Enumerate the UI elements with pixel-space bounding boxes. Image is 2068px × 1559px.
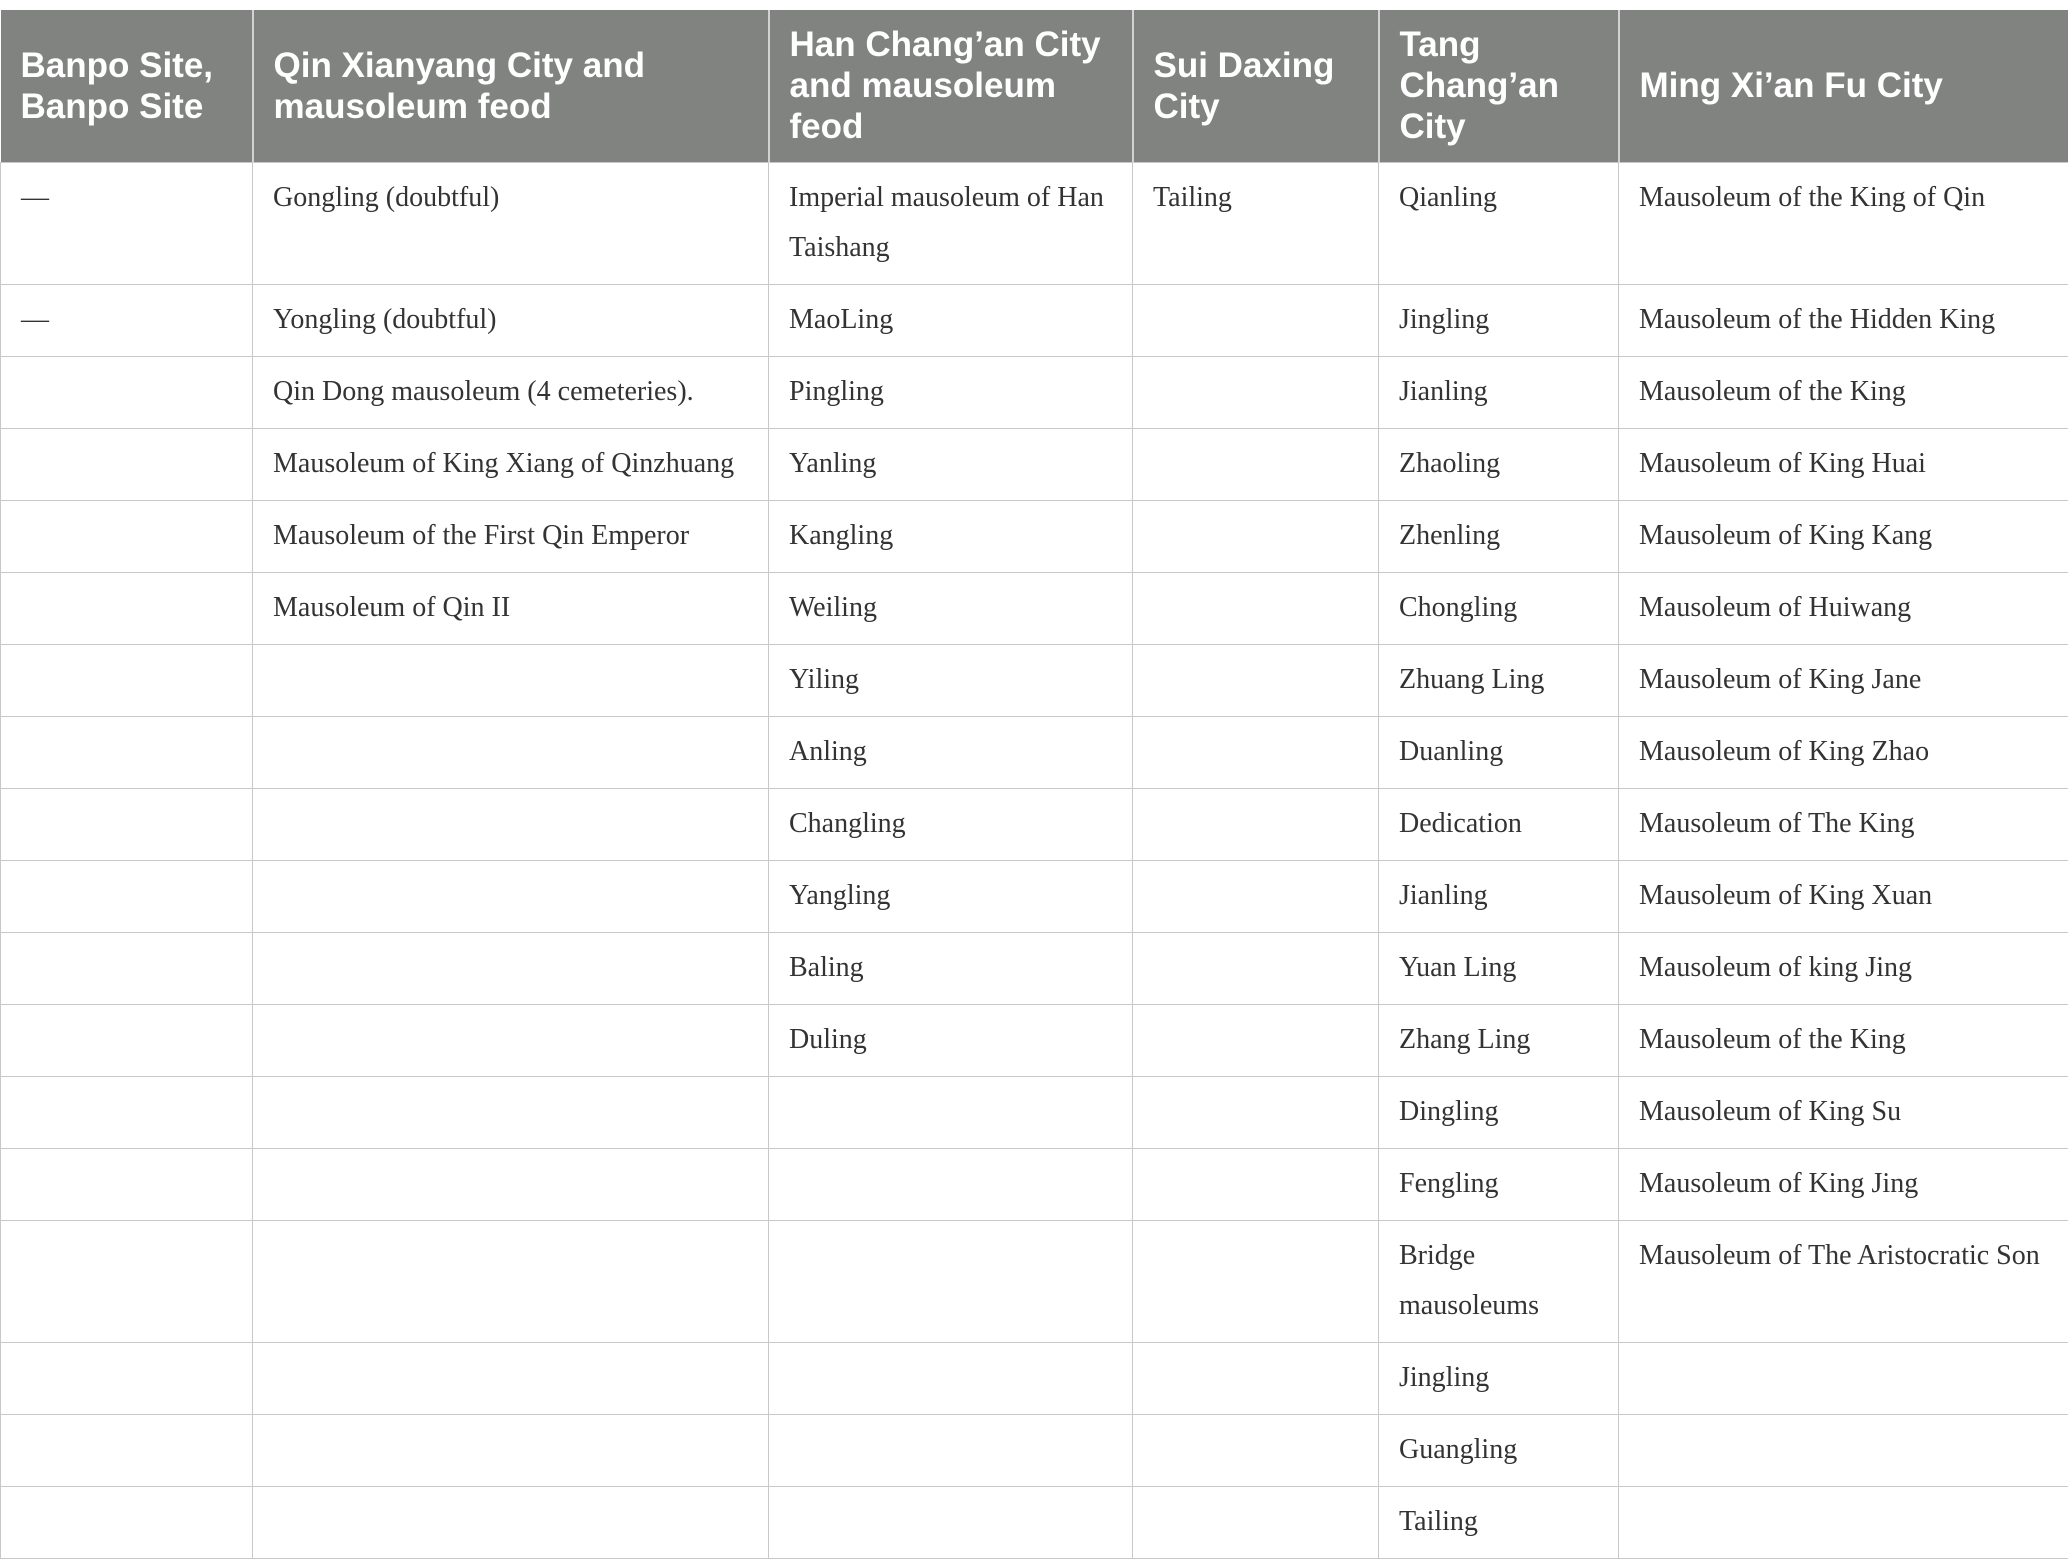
cell-banpo (1, 644, 253, 716)
cell-sui-daxing (1133, 1076, 1379, 1148)
cell-banpo (1, 428, 253, 500)
cell-han-changan: Imperial mausoleum of Han Taishang (769, 162, 1133, 284)
cell-qin-xianyang: Mausoleum of the First Qin Emperor (253, 500, 769, 572)
cell-sui-daxing (1133, 500, 1379, 572)
cell-banpo (1, 500, 253, 572)
table-row (1, 356, 2068, 428)
cell-banpo: — (1, 162, 253, 284)
cell-qin-xianyang (253, 716, 769, 788)
cell-tang-changan: Zhenling (1379, 500, 1619, 572)
cell-sui-daxing (1133, 1004, 1379, 1076)
cell-han-changan (769, 1076, 1133, 1148)
cell-tang-changan: Zhaoling (1379, 428, 1619, 500)
table-row (1, 1486, 2068, 1558)
cell-tang-changan: Bridge mausoleums (1379, 1220, 1619, 1342)
cell-ming-xian: Mausoleum of King Jing (1619, 1148, 2068, 1220)
cell-han-changan: Weiling (769, 572, 1133, 644)
cell-tang-changan: Zhuang Ling (1379, 644, 1619, 716)
cell-banpo (1, 1486, 253, 1558)
table-row (1, 716, 2068, 788)
cell-tang-changan: Jianling (1379, 860, 1619, 932)
cell-ming-xian: Mausoleum of King Xuan (1619, 860, 2068, 932)
cell-tang-changan: Guangling (1379, 1414, 1619, 1486)
cell-ming-xian: Mausoleum of king Jing (1619, 932, 2068, 1004)
cell-ming-xian: Mausoleum of King Su (1619, 1076, 2068, 1148)
cell-ming-xian (1619, 1486, 2068, 1558)
cell-sui-daxing (1133, 1342, 1379, 1414)
cell-ming-xian: Mausoleum of King Zhao (1619, 716, 2068, 788)
table-row (1, 572, 2068, 644)
cell-han-changan: Yiling (769, 644, 1133, 716)
cell-banpo (1, 860, 253, 932)
cell-ming-xian: Mausoleum of Huiwang (1619, 572, 2068, 644)
table-row (1, 1076, 2068, 1148)
column-header-banpo: Banpo Site, Banpo Site (1, 10, 253, 162)
cell-han-changan: Anling (769, 716, 1133, 788)
cell-sui-daxing (1133, 644, 1379, 716)
cell-qin-xianyang (253, 1486, 769, 1558)
cell-tang-changan: Jingling (1379, 1342, 1619, 1414)
cell-banpo (1, 932, 253, 1004)
cell-sui-daxing (1133, 1220, 1379, 1342)
cell-banpo (1, 1220, 253, 1342)
column-header-han-changan: Han Chang’an City and mausoleum feod (769, 10, 1133, 162)
column-header-tang-changan: Tang Chang’an City (1379, 10, 1619, 162)
cell-ming-xian: Mausoleum of King Huai (1619, 428, 2068, 500)
cell-ming-xian: Mausoleum of the King of Qin (1619, 162, 2068, 284)
cell-banpo: — (1, 284, 253, 356)
cell-qin-xianyang: Mausoleum of King Xiang of Qinzhuang (253, 428, 769, 500)
cell-banpo (1, 572, 253, 644)
cell-tang-changan: Jingling (1379, 284, 1619, 356)
cell-ming-xian: Mausoleum of the King (1619, 1004, 2068, 1076)
cell-sui-daxing (1133, 1148, 1379, 1220)
header-row (1, 10, 2068, 162)
cell-qin-xianyang: Gongling (doubtful) (253, 162, 769, 284)
cell-sui-daxing (1133, 572, 1379, 644)
cell-banpo (1, 716, 253, 788)
cell-han-changan (769, 1342, 1133, 1414)
cell-qin-xianyang (253, 644, 769, 716)
cell-han-changan: Changling (769, 788, 1133, 860)
cell-ming-xian: Mausoleum of the King (1619, 356, 2068, 428)
table-row (1, 1414, 2068, 1486)
cell-ming-xian: Mausoleum of The King (1619, 788, 2068, 860)
column-header-sui-daxing: Sui Daxing City (1133, 10, 1379, 162)
cell-sui-daxing: Tailing (1133, 162, 1379, 284)
cell-sui-daxing (1133, 860, 1379, 932)
cell-banpo (1, 1076, 253, 1148)
cell-han-changan (769, 1220, 1133, 1342)
cell-sui-daxing (1133, 716, 1379, 788)
cell-banpo (1, 1342, 253, 1414)
cell-ming-xian (1619, 1342, 2068, 1414)
cell-ming-xian: Mausoleum of The Aristocratic Son (1619, 1220, 2068, 1342)
cell-banpo (1, 1004, 253, 1076)
cell-han-changan (769, 1414, 1133, 1486)
cell-ming-xian (1619, 1414, 2068, 1486)
table-row (1, 1342, 2068, 1414)
cell-banpo (1, 788, 253, 860)
table-row (1, 644, 2068, 716)
cell-qin-xianyang (253, 1076, 769, 1148)
cell-banpo (1, 1148, 253, 1220)
cell-qin-xianyang (253, 1148, 769, 1220)
column-header-ming-xian: Ming Xi’an Fu City (1619, 10, 2068, 162)
cell-han-changan (769, 1486, 1133, 1558)
cell-sui-daxing (1133, 356, 1379, 428)
cell-tang-changan: Tailing (1379, 1486, 1619, 1558)
cell-qin-xianyang (253, 788, 769, 860)
cell-qin-xianyang: Qin Dong mausoleum (4 cemeteries). (253, 356, 769, 428)
cell-banpo (1, 1414, 253, 1486)
cell-sui-daxing (1133, 284, 1379, 356)
cell-qin-xianyang (253, 1004, 769, 1076)
cell-han-changan: Pingling (769, 356, 1133, 428)
table-body (1, 162, 2068, 1558)
cell-tang-changan: Fengling (1379, 1148, 1619, 1220)
cell-tang-changan: Qianling (1379, 162, 1619, 284)
cell-tang-changan: Chongling (1379, 572, 1619, 644)
cell-qin-xianyang: Mausoleum of Qin II (253, 572, 769, 644)
cell-ming-xian: Mausoleum of King Kang (1619, 500, 2068, 572)
table-row (1, 788, 2068, 860)
cell-ming-xian: Mausoleum of King Jane (1619, 644, 2068, 716)
table-row (1, 500, 2068, 572)
table-row (1, 162, 2068, 284)
cell-qin-xianyang: Yongling (doubtful) (253, 284, 769, 356)
table-row (1, 1148, 2068, 1220)
cell-sui-daxing (1133, 932, 1379, 1004)
table-row (1, 860, 2068, 932)
cell-sui-daxing (1133, 428, 1379, 500)
cell-tang-changan: Jianling (1379, 356, 1619, 428)
cell-sui-daxing (1133, 1486, 1379, 1558)
cell-han-changan (769, 1148, 1133, 1220)
cell-banpo (1, 356, 253, 428)
cell-han-changan: Yanling (769, 428, 1133, 500)
mausoleum-table-container (0, 10, 2068, 1559)
table-row (1, 1004, 2068, 1076)
cell-qin-xianyang (253, 860, 769, 932)
cell-tang-changan: Zhang Ling (1379, 1004, 1619, 1076)
cell-qin-xianyang (253, 932, 769, 1004)
cell-sui-daxing (1133, 788, 1379, 860)
cell-han-changan: Duling (769, 1004, 1133, 1076)
mausoleum-table (0, 10, 2068, 1559)
cell-qin-xianyang (253, 1414, 769, 1486)
cell-qin-xianyang (253, 1220, 769, 1342)
table-row (1, 1220, 2068, 1342)
cell-tang-changan: Dingling (1379, 1076, 1619, 1148)
table-row (1, 428, 2068, 500)
cell-tang-changan: Yuan Ling (1379, 932, 1619, 1004)
cell-tang-changan: Dedication (1379, 788, 1619, 860)
cell-tang-changan: Duanling (1379, 716, 1619, 788)
cell-sui-daxing (1133, 1414, 1379, 1486)
cell-han-changan: Kangling (769, 500, 1133, 572)
table-row (1, 932, 2068, 1004)
cell-han-changan: Baling (769, 932, 1133, 1004)
table-header (1, 10, 2068, 162)
cell-qin-xianyang (253, 1342, 769, 1414)
cell-han-changan: Yangling (769, 860, 1133, 932)
cell-ming-xian: Mausoleum of the Hidden King (1619, 284, 2068, 356)
table-row (1, 284, 2068, 356)
cell-han-changan: MaoLing (769, 284, 1133, 356)
column-header-qin-xianyang: Qin Xianyang City and mausoleum feod (253, 10, 769, 162)
